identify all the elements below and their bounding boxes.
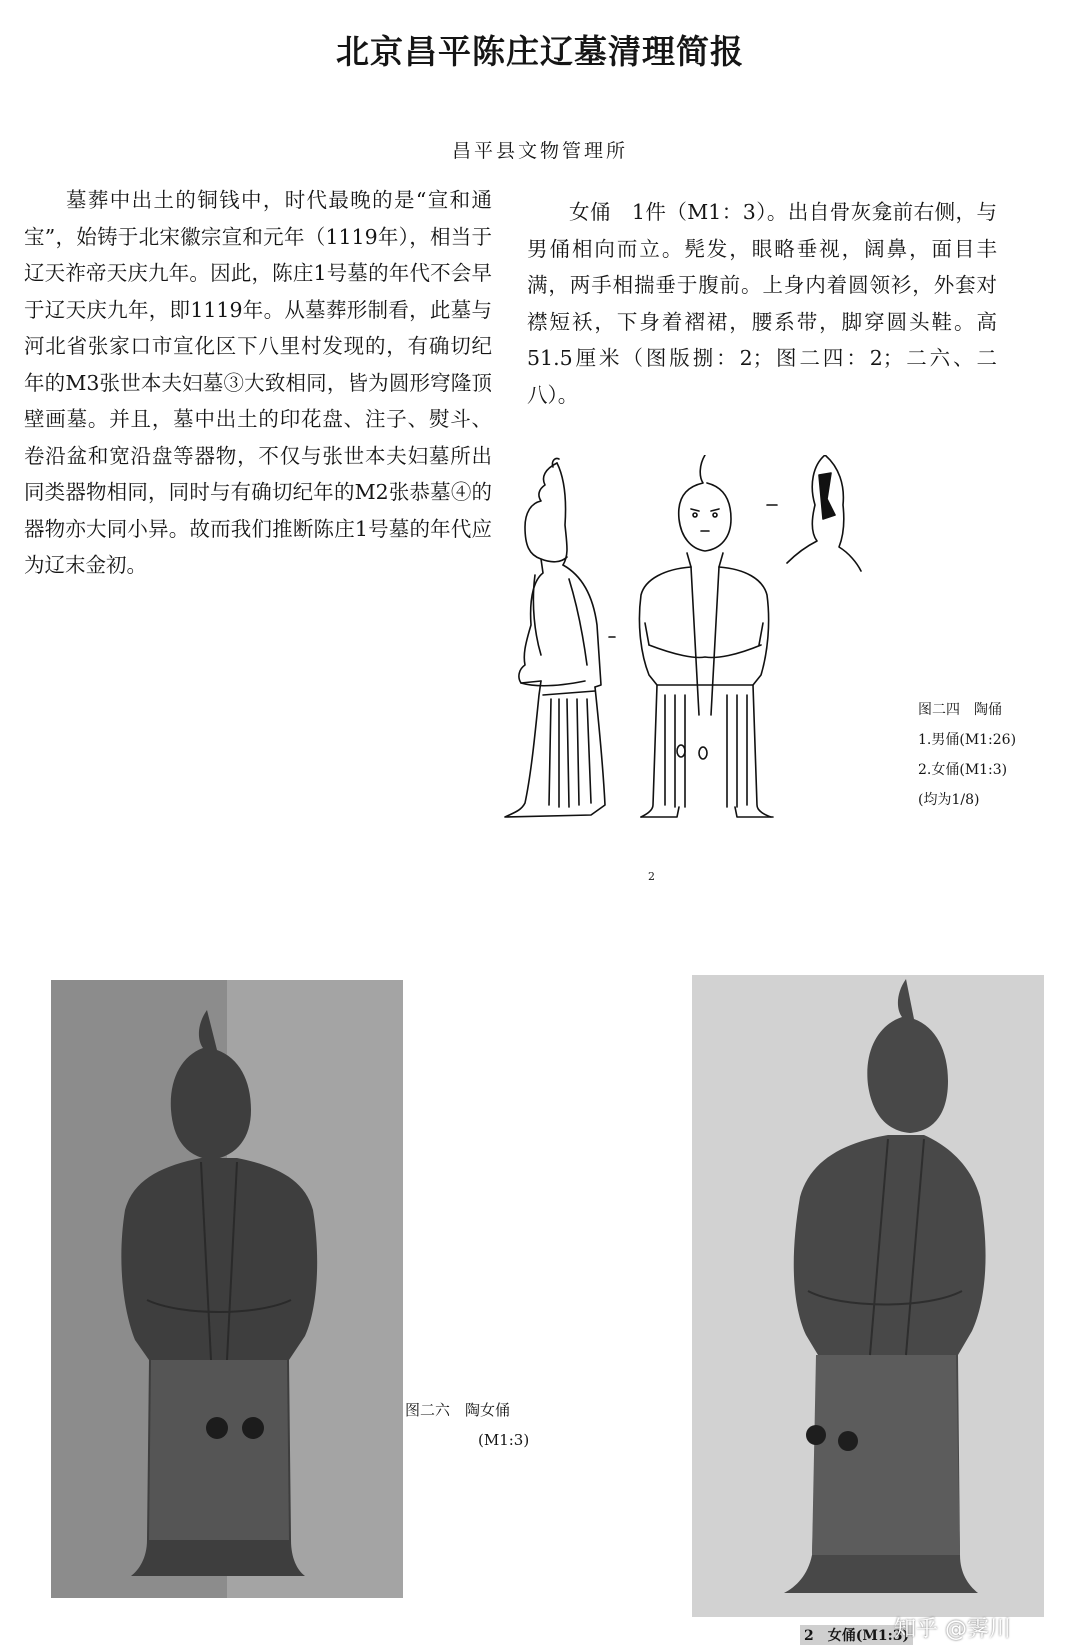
article-title: 北京昌平陈庄辽墓清理简报 (336, 32, 744, 71)
figure-24-scale-note: (均为1/8) (918, 792, 980, 808)
watermark: 知乎 @霁川 (894, 1617, 1011, 1642)
figurine-photo-left (51, 980, 403, 1598)
figure-24-number: 2 (648, 870, 655, 883)
figure-24-caption-title: 图二四 陶俑 (918, 702, 1002, 718)
figurine-photo-right (692, 975, 1044, 1617)
figure-24-caption (918, 695, 1016, 815)
side-view-figure (505, 458, 605, 817)
front-view-figure (639, 455, 773, 817)
right-column-text: 女俑 1件（M1：3）。出自骨灰龛前右侧，与男俑相向而立。髡发，眼略垂视，阔鼻，面目丰满，两手相揣垂于腹前。上身内着圆领衫，外套对襟短袄，下身着褶裙，腰系带，脚穿圆头鞋。高51.5厘米（图版捌：2；图二四：2；二六、二八）。 (527, 200, 997, 407)
figure-26-caption-title: 图二六 陶女俑 (405, 1401, 511, 1419)
head-back-detail (787, 455, 861, 571)
left-column-text: 墓葬中出土的铜钱中，时代最晚的是“宣和通宝”，始铸于北宋徽宗宣和元年（1119年），相当于辽天祚帝天庆九年。因此，陈庄1号墓的年代不会早于辽天庆九年，即1119年。从墓葬形制看，此墓与河北省张家口市宣化区下八里村发现的，有确切纪年的M3张世本夫妇墓③大致相同，皆为圆形穹隆顶壁画墓。并且，墓中出土的印花盘、注子、熨斗、卷沿盆和宽沿盘等器物，不仅与张世本夫妇墓所出同类器物相同，同时与有确切纪年的M2张恭墓④的器物亦大同小异。故而我们推断陈庄1号墓的年代应为辽末金初。 (24, 188, 492, 577)
author-line: 昌平县文物管理所 (451, 140, 628, 162)
figurine-line-drawing (495, 455, 905, 875)
figure-24-caption-item: 2.女俑(M1:3) (918, 762, 1008, 778)
plate-label: 2 女俑(M1:3) (800, 1625, 913, 1645)
figure-26-caption (405, 1395, 529, 1455)
figure-24-caption-item: 1.男俑(M1:26) (918, 732, 1017, 748)
figure-26-caption-sub: (M1:3) (478, 1431, 530, 1449)
